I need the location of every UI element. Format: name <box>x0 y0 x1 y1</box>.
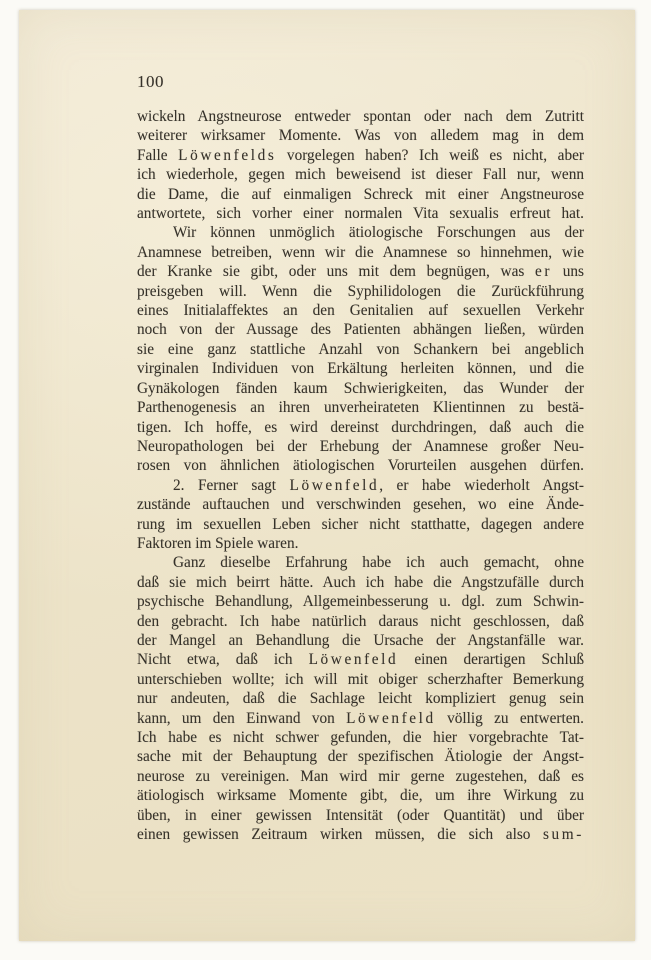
text-line: einen gewissen Zeitraum wirken müssen, die sich also sum- <box>137 826 584 844</box>
page-content <box>137 72 584 844</box>
text-line: ätiologisch wirksame Momente gibt, die, um ihre Wirkung zu <box>137 787 584 805</box>
text-line: virginalen Individuen von Erkältung herleiten können, und die <box>137 360 584 378</box>
letterspaced-emphasis: Löwenfeld <box>308 651 399 669</box>
text-line: Falle Löwenfelds vorgelegen haben? Ich weiß es nicht, aber <box>137 146 584 164</box>
letterspaced-emphasis: er <box>535 263 553 281</box>
letterspaced-emphasis: Löwenfeld <box>289 476 380 494</box>
text-line: Gynäkologen fänden kaum Schwierigkeiten, das Wunder der <box>137 379 584 397</box>
text-line: neurose zu vereinigen. Man wird mir gerne zugestehen, daß es <box>137 767 584 785</box>
text-line: Anamnese betreiben, wenn wir die Anamnese so hinnehmen, wie <box>137 243 584 261</box>
text-line: der Mangel an Behandlung die Ursache der Angstanfälle war. <box>137 631 584 649</box>
text-line: Parthenogenesis an ihren unverheirateten Klientinnen zu bestä- <box>137 399 584 417</box>
letterspaced-emphasis: sum- <box>543 826 584 844</box>
text-line: kann, um den Einwand von Löwenfeld völlig zu entwerten. <box>137 709 584 727</box>
text-line: preisgeben will. Wenn die Syphilidologen die Zurückführung <box>137 282 584 300</box>
paragraph <box>137 107 584 223</box>
text-line: zustände auftauchen und verschwinden gesehen, wo eine Ände- <box>137 496 584 514</box>
text-line: Ich habe es nicht schwer gefunden, die hier vorgebrachte Tat- <box>137 729 584 746</box>
text-line: 2. Ferner sagt Löwenfeld, er habe wiederholt Angst- <box>173 476 584 494</box>
paper-sheet <box>19 10 635 941</box>
text-line: tigen. Ich hoffe, es wird dereinst durchdringen, daß auch die <box>137 418 584 436</box>
text-line: wickeln Angstneurose entweder spontan oder nach dem Zutritt <box>137 108 584 125</box>
text-line: Faktoren im Spiele waren. <box>137 534 299 552</box>
paragraph <box>137 223 584 475</box>
text-line: der Kranke sie gibt, oder uns mit dem begnügen, was er uns <box>137 263 585 281</box>
text-line: Neuropathologen bei der Erhebung der Anamnese großer Neu- <box>137 437 584 455</box>
text-line: Ganz dieselbe Erfahrung habe ich auch gemacht, ohne <box>173 554 584 572</box>
paragraph <box>137 476 584 554</box>
letterspaced-emphasis: Löwenfeld <box>346 709 436 727</box>
text-line: unterschieben wollte; ich will mit obiger scherzhafter Bemerkung <box>137 670 584 688</box>
text-line: weiterer wirksamer Momente. Was von alledem mag in dem <box>137 127 584 145</box>
text-line: sie eine ganz stattliche Anzahl von Schankern bei angeblich <box>137 340 584 358</box>
text-line: ich wiederhole, gegen mich beweisend ist dieser Fall nur, wenn <box>137 166 584 184</box>
text-line: üben, in einer gewissen Intensität (oder Quantität) und über <box>137 806 584 824</box>
text-line: rung im sexuellen Leben sicher nicht statthatte, dagegen andere <box>137 515 584 533</box>
text-line: die Dame, die auf einmaligen Schreck mit einer Angstneurose <box>137 185 584 203</box>
text-line: sache mit der Behauptung der spezifischen Ätiologie der Angst- <box>137 748 584 766</box>
text-line: eines Initialaffektes an den Genitalien auf sexuellen Verkehr <box>137 302 584 320</box>
text-line: rosen von ähnlichen ätiologischen Vorurteilen ausgehen dürfen. <box>137 457 584 475</box>
text-line: noch von der Aussage des Patienten abhängen ließen, würden <box>137 321 584 339</box>
text-line: antwortete, sich vorher einer normalen Vita sexualis erfreut hat. <box>137 205 584 223</box>
letterspaced-emphasis: Löwenfelds <box>178 146 277 164</box>
text-line: daß sie mich beirrt hätte. Auch ich habe die Angstzufälle durch <box>137 573 584 591</box>
text-line: den gebracht. Ich habe natürlich daraus nicht geschlossen, daß <box>137 612 584 630</box>
text-line: psychische Behandlung, Allgemeinbesserung u. dgl. zum Schwin- <box>137 593 584 611</box>
text-line: Wir können unmöglich ätiologische Forschungen aus der <box>173 224 584 242</box>
page-number: 100 <box>137 72 164 91</box>
text-block <box>137 107 584 844</box>
text-line: nur andeuten, daß die Sachlage leicht kompliziert genug sein <box>137 690 584 708</box>
paragraph <box>137 553 584 844</box>
text-line: Nicht etwa, daß ich Löwenfeld einen derartigen Schluß <box>137 651 585 669</box>
